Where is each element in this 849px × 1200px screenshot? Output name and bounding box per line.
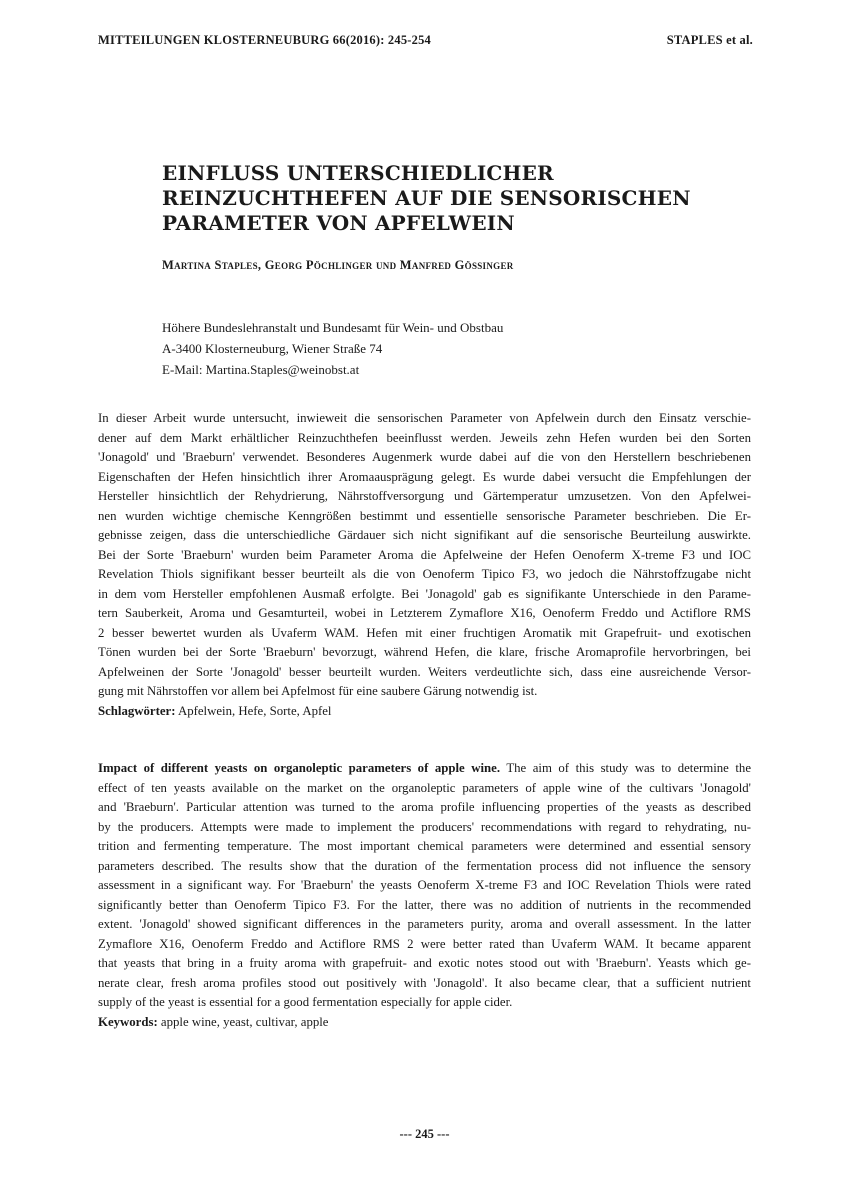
abstract-line: assessment in a significant way. For 'Braeburn' the yeasts Oenoferm X-treme F3 and IOC Revelation Thiols were rated — [98, 878, 751, 892]
abstract-line: nen wurden wichtige chemische Kenngrößen bestimmt und essentielle sensorische Parameter beschrieben. Die Er- — [98, 508, 751, 523]
abstract-line: in dem vom Hersteller empfohlenen Ausmaß erfolgte. Bei 'Jonagold' gab es signifikante Unterschiede in den Parame- — [98, 586, 751, 601]
email: E-Mail: Martina.Staples@weinobst.at — [162, 362, 360, 377]
abstract-line: supply of the yeast is essential for a good fermentation especially for apple cider. — [98, 995, 513, 1009]
abstract-line: that yeasts that bring in a fruity aroma with grapefruit- and exotic notes stood out with 'Braeburn'. Yeasts which ge- — [98, 956, 751, 970]
abstract-line: Bei der Sorte 'Braeburn' wurden beim Parameter Aroma die Apfelweine der Hefen Oenoferm X-treme F3 und IOC — [98, 547, 751, 562]
abstract-line: Revelation Thiols signifikant besser beurteilt als die von Oenoferm Tipico F3, wo jedoch die Nährstoffzugabe nicht — [98, 567, 751, 581]
abstract-line: 2 besser bewertet wurden als Uvaferm WAM. Hefen mit einer fruchtigen Aromatik mit Grapefruit- und exotischen — [98, 625, 751, 640]
abstract-line: tern Sauberkeit, Aroma und Gesamturteil, wobei in Letzterem Zymaflore X16, Oenoferm Freddo und Actiflore RMS — [98, 606, 751, 620]
abstract-line: In dieser Arbeit wurde untersucht, inwieweit die sensorischen Parameter von Apfelwein durch den Einsatz verschie- — [98, 411, 751, 425]
abstract-line: significantly better than Oenoferm Tipico F3. For the latter, there was no addition of nutrients in the recommended — [98, 897, 751, 912]
keywords-english — [98, 1013, 751, 1033]
abstract-german — [98, 409, 751, 721]
keywords-label: Schlagwörter: — [98, 703, 176, 718]
title-line: REINZUCHTHEFEN AUF DIE SENSORISCHEN — [162, 186, 691, 210]
address: A-3400 Klosterneuburg, Wiener Straße 74 — [162, 341, 383, 356]
abstract-line: and 'Braeburn'. Particular attention was turned to the aroma profile influencing properties of the yeasts as described — [98, 800, 751, 814]
abstract-line: parameters described. The results show that the duration of the fermentation process did not influence the sensory — [98, 858, 751, 873]
author-list: Martina Staples, Georg Pöchlinger und Manfred Gössinger — [162, 258, 514, 272]
abstract-line: Zymaflore X16, Oenoferm Freddo and Actiflore RMS 2 were better rated than Uvaferm WAM. It became apparent — [98, 936, 751, 951]
abstract-line: trition and fermenting temperature. The most important chemical parameters were determined and essential sensory — [98, 839, 751, 853]
page-number: --- 245 --- — [399, 1127, 450, 1141]
keywords-label: Keywords: — [98, 1014, 158, 1029]
abstract-line: by the producers. Attempts were made to implement the producers' recommendations with regard to rehydrating, nu- — [98, 819, 751, 834]
author-short: STAPLES et al. — [666, 33, 753, 47]
abstract-line: Eigenschaften der Hefen hinsichtlich ihrer Aromaausprägung gelegt. Es wurde dabei versucht die Empfehlungen der — [98, 469, 751, 484]
abstract-line — [98, 759, 751, 779]
keywords-text: apple wine, yeast, cultivar, apple — [160, 1014, 329, 1029]
journal-citation: MITTEILUNGEN KLOSTERNEUBURG 66(2016): 245-254 — [98, 33, 431, 47]
running-head — [98, 33, 753, 53]
abstract-line: effect of ten yeasts available on the market on the organoleptic parameters of apple wine of the cultivars 'Jonagold' — [98, 780, 751, 795]
abstract-line: Hersteller hinsichtlich der Rehydrierung, Nährstoffversorgung und Gärtemperatur umzusetzen. Von den Apfelwei- — [98, 489, 751, 503]
english-title: Impact of different yeasts on organoleptic parameters of apple wine. — [98, 761, 501, 775]
keywords-german — [98, 702, 751, 722]
abstract-line: gung mit Nährstoffen vor allem bei Apfelmost für eine saubere Gärung notwendig ist. — [98, 684, 538, 698]
title-line: EINFLUSS UNTERSCHIEDLICHER — [162, 161, 554, 185]
abstract-line: gebnisse zeigen, dass die unterschiedliche Gärdauer sich nicht signifikant auf die sensorische Beurteilung auswirkte. — [98, 528, 751, 542]
keywords-text: Apfelwein, Hefe, Sorte, Apfel — [177, 703, 332, 718]
abstract-line: Apfelweinen der Sorte 'Jonagold' besser beurteilt wurden. Weiters verdeutlichte sich, dass eine ausreichende Versor- — [98, 664, 751, 679]
institution: Höhere Bundeslehranstalt und Bundesamt für Wein- und Obstbau — [162, 320, 504, 335]
abstract-line: 'Jonagold' und 'Braeburn' verwendet. Besonderes Augenmerk wurde dabei auf die von den Herstellern beschriebenen — [98, 450, 751, 464]
abstract-english — [98, 759, 751, 1032]
abstract-line: extent. 'Jonagold' showed significant differences in the parameters purity, aroma and overall assessment. In the latter — [98, 917, 751, 931]
paper-title — [162, 161, 762, 236]
abstract-first-line-rest: The aim of this study was to determine the — [506, 761, 751, 775]
affiliation — [162, 317, 503, 380]
abstract-line: Tönen wurden bei der Sorte 'Braeburn' bevorzugt, während Hefen, die klare, frische Aromaprofile hervorbringen, bei — [98, 645, 751, 659]
abstract-line: nerate clear, fresh aroma profiles stood out positively with 'Jonagold'. It also became clear, that a sufficient nutrient — [98, 975, 751, 990]
title-line: PARAMETER VON APFELWEIN — [162, 211, 515, 235]
abstract-line: dener auf dem Markt erhältlicher Reinzuchthefen beeinflusst werden. Jeweils zehn Hefen wurden bei den Sorten — [98, 430, 751, 445]
